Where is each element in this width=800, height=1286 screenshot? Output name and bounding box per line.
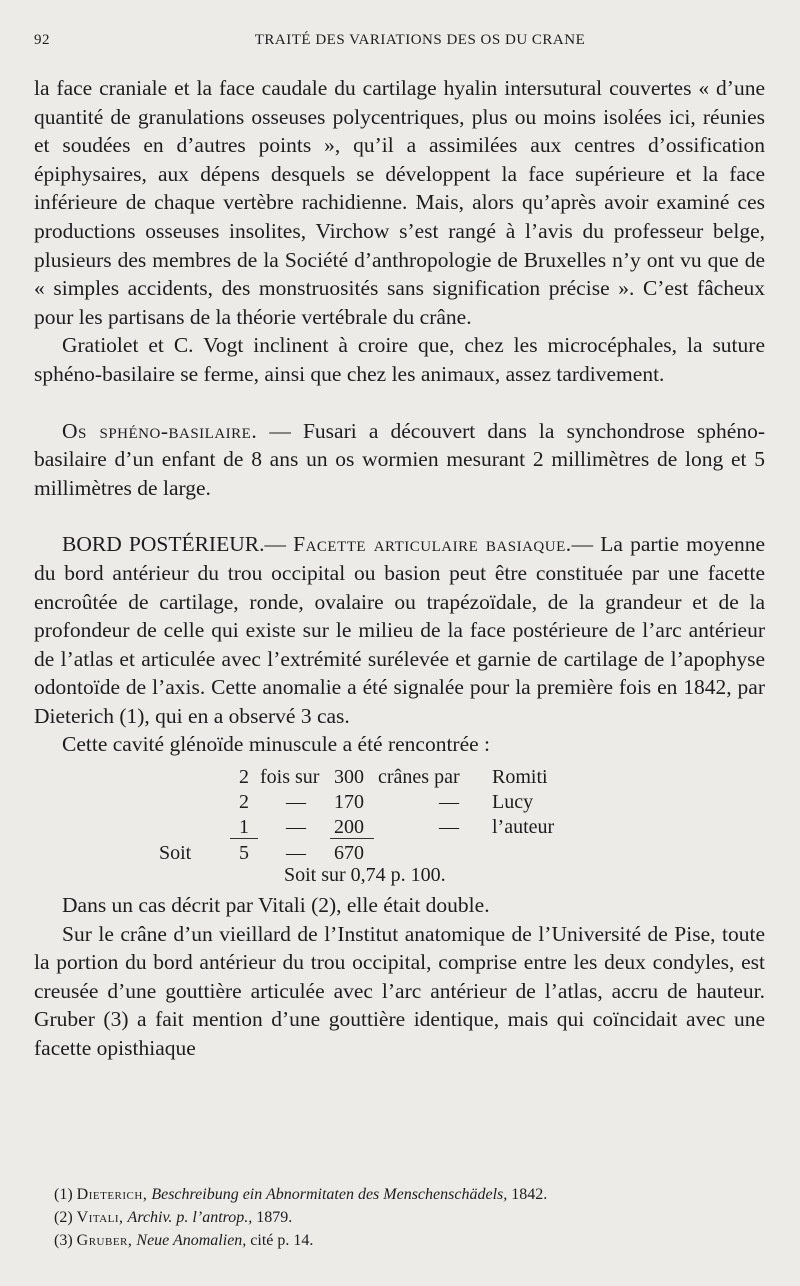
footnote-title: Beschreibung ein Abnormitaten des Menschenschädels, xyxy=(151,1186,508,1203)
running-title: TRAITÉ DES VARIATIONS DES OS DU CRANE xyxy=(254,32,586,48)
sum-rule xyxy=(230,838,258,839)
paragraph: Dans un cas décrit par Vitali (2), elle était double. xyxy=(62,893,490,918)
section-heading: BORD POSTÉRIEUR.— xyxy=(62,532,294,557)
table-cell: 5 xyxy=(239,842,249,865)
paragraph-text: — Fusari a découvert dans la synchondrose sphéno-basilaire d’un enfant de 8 ans un os wormien mesurant 2 millimètres de long et 5 millimètres de large. xyxy=(34,418,765,500)
footnote xyxy=(54,1229,774,1252)
table-cell: 300 xyxy=(334,766,364,789)
table-summary: Soit sur 0,74 p. 100. xyxy=(284,864,446,887)
footnote-author: Vitali, xyxy=(76,1209,124,1226)
footnote xyxy=(54,1183,774,1206)
table-cell: fois sur xyxy=(260,766,320,789)
table-cell: 2 xyxy=(239,766,249,789)
table-cell: — xyxy=(439,816,459,839)
table-row xyxy=(34,815,765,840)
paragraph: la face craniale et la face caudale du cartilage hyalin intersutural couvertes « d’une quantité de granulations osseuses polycentriques, plus ou moins isolées ici, réunies et soudées en d’autres points », qu’il a assimilées aux centres d’ossification épiphysaires, aux dépens desquels se développent la face supérieure et la face inférieure de chaque vertèbre rachidienne. Mais, alors qu’après avoir examiné ces productions osseuses insolites, Virchow s’est rangé à l’avis du professeur belge, plusieurs des membres de la Société d’anthropologie de Bruxelles n’y ont vu que de « simples accidents, des monstruosités sans signification précise ». C’est fâcheux pour les partisans de la théorie vertébrale du crâne. xyxy=(34,76,765,329)
table-cell: — xyxy=(286,791,306,814)
table-cell: 2 xyxy=(239,791,249,814)
table-cell: — xyxy=(439,791,459,814)
footnote-number: (3) xyxy=(54,1232,73,1249)
paragraph xyxy=(34,530,765,730)
paragraph: Gratiolet et C. Vogt inclinent à croire que, chez les microcéphales, la suture sphéno-basilaire se ferme, ainsi que chez les animaux, assez tardivement. xyxy=(34,333,765,386)
table-row xyxy=(34,790,765,815)
table-cell: 200 xyxy=(334,816,364,839)
footnote-title: Archiv. p. l’antrop., xyxy=(127,1209,253,1226)
footnote-author: Gruber, xyxy=(76,1232,133,1249)
table-cell: l’auteur xyxy=(492,816,555,839)
table-row xyxy=(34,765,765,790)
footnotes xyxy=(54,1183,774,1252)
footnote-rest: 1842. xyxy=(507,1186,548,1203)
footnote-title: Neue Anomalien, xyxy=(136,1232,247,1249)
paragraph xyxy=(34,417,765,503)
table-cell: — xyxy=(286,842,306,865)
footnote-rest: cité p. 14. xyxy=(246,1232,314,1249)
table-cell: Lucy xyxy=(492,791,534,814)
footnote-rest: 1879. xyxy=(252,1209,293,1226)
table-cell: — xyxy=(286,816,306,839)
table-cell: 1 xyxy=(239,816,249,839)
statistics-table xyxy=(34,765,765,887)
subsection-heading: Facette articulaire basiaque. xyxy=(293,532,572,557)
table-cell: 170 xyxy=(334,791,364,814)
page-number: 92 xyxy=(34,32,50,48)
table-cell: crânes par xyxy=(378,766,460,789)
table-cell: 670 xyxy=(334,842,364,865)
footnote-author: Dieterich, xyxy=(76,1186,148,1203)
paragraph-text: — La partie moyenne du bord antérieur du trou occipital ou basion peut être constituée par une facette encroûtée de cartilage, ronde, ovalaire ou trapézoïdale, de la grandeur et de la profondeur de celle qui existe sur le milieu de la face postérieure de l’arc antérieur de l’atlas et articulée avec l’extrémité surélevée et garnie de cartilage de l’apophyse odontoïde de l’axis. Cette anomalie a été signalée pour la première fois en 1842, par Dieterich (1), qui en a observé 3 cas. xyxy=(34,532,765,728)
table-cell: Soit xyxy=(159,842,192,865)
section-heading: Os sphéno-basilaire. xyxy=(62,418,258,443)
page-body xyxy=(34,74,765,1063)
table-cell: Romiti xyxy=(492,766,548,789)
footnote-number: (2) xyxy=(54,1209,73,1226)
paragraph: Cette cavité glénoïde minuscule a été rencontrée : xyxy=(62,732,491,757)
sum-rule xyxy=(330,838,374,839)
paragraph: Sur le crâne d’un vieillard de l’Institut anatomique de l’Université de Pise, toute la portion du bord antérieur du trou occipital, comprise entre les deux condyles, est creusée d’une gouttière articulée avec l’arc antérieur de l’atlas, accru de hauteur. Gruber (3) a fait mention d’une gouttière identique, mais qui coïncidait avec une facette opisthiaque xyxy=(34,921,765,1061)
footnote xyxy=(54,1206,774,1229)
footnote-number: (1) xyxy=(54,1186,73,1203)
